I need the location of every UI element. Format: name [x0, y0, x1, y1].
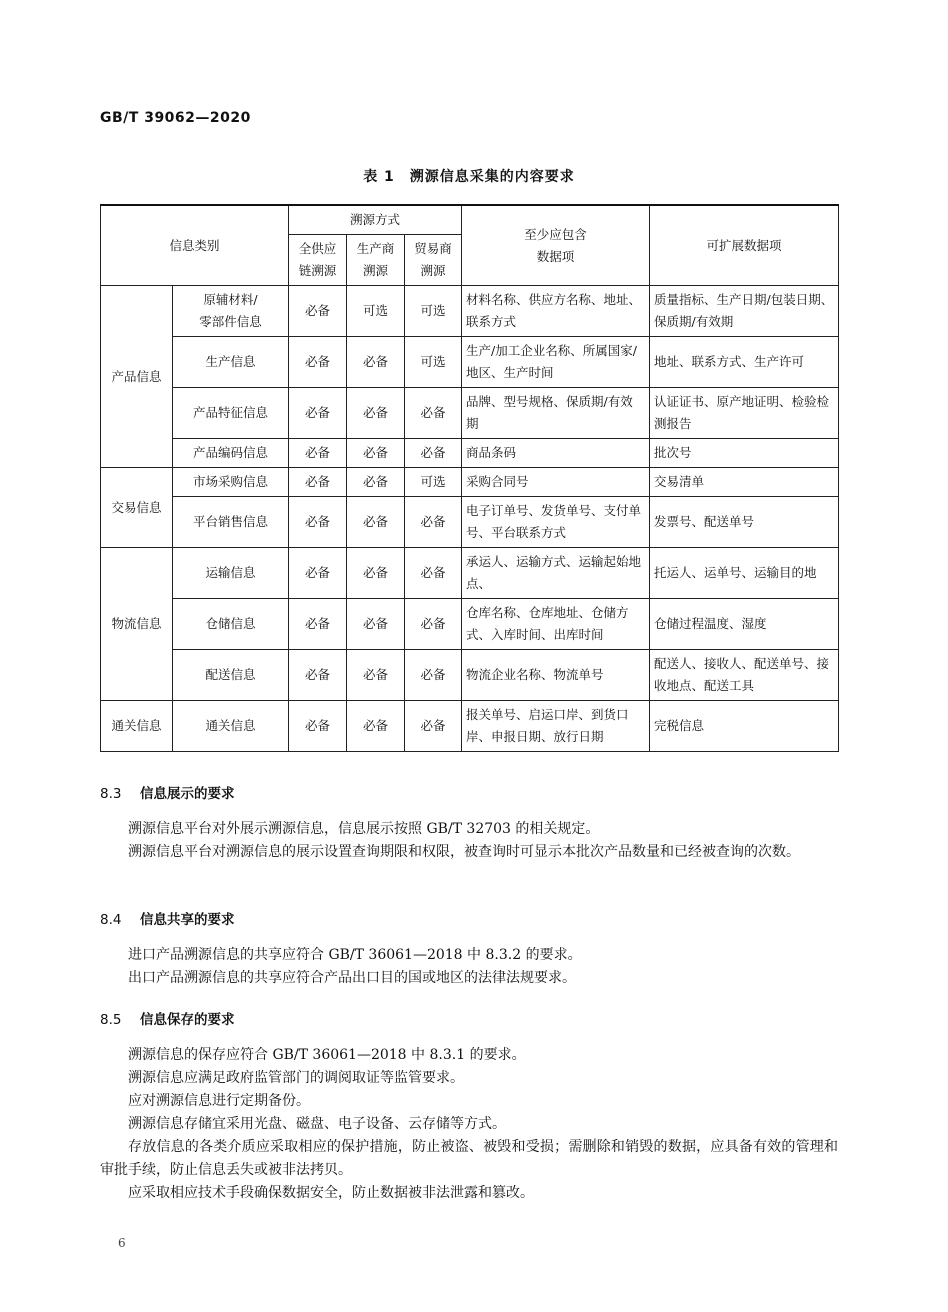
section-body — [100, 1044, 838, 1205]
method-trader-cell: 必备 — [405, 599, 462, 650]
min-items-cell: 生产/加工企业名称、所属国家/地区、生产时间 — [462, 337, 650, 388]
method-manufacturer-cell: 必备 — [347, 599, 405, 650]
paragraph: 应对溯源信息进行定期备份。 — [128, 1093, 310, 1109]
ext-items-cell: 发票号、配送单号 — [650, 497, 839, 548]
category-cell: 通关信息 — [101, 701, 173, 752]
subcategory-cell: 运输信息 — [173, 548, 289, 599]
method-full-chain-cell: 必备 — [289, 388, 347, 439]
method-full-chain-cell: 必备 — [289, 701, 347, 752]
header-method-full-chain: 全供应 链溯源 — [289, 235, 347, 286]
min-items-cell: 采购合同号 — [462, 468, 650, 497]
paragraph: 出口产品溯源信息的共享应符合产品出口目的国或地区的法律法规要求。 — [128, 970, 576, 986]
method-trader-cell: 可选 — [405, 337, 462, 388]
method-full-chain-cell: 必备 — [289, 650, 347, 701]
min-items-cell: 商品条码 — [462, 439, 650, 468]
header-method: 溯源方式 — [289, 205, 462, 235]
ext-items-cell: 托运人、运单号、运输目的地 — [650, 548, 839, 599]
subcategory-cell: 仓储信息 — [173, 599, 289, 650]
method-manufacturer-cell: 必备 — [347, 548, 405, 599]
method-trader-cell: 必备 — [405, 388, 462, 439]
method-trader-cell: 必备 — [405, 497, 462, 548]
method-manufacturer-cell: 必备 — [347, 337, 405, 388]
min-items-cell: 品牌、型号规格、保质期/有效期 — [462, 388, 650, 439]
min-items-cell: 电子订单号、发货单号、支付单号、平台联系方式 — [462, 497, 650, 548]
method-manufacturer-cell: 必备 — [347, 650, 405, 701]
ext-items-cell: 配送人、接收人、配送单号、接收地点、配送工具 — [650, 650, 839, 701]
ext-items-cell: 批次号 — [650, 439, 839, 468]
category-cell: 物流信息 — [101, 548, 173, 701]
method-manufacturer-cell: 必备 — [347, 388, 405, 439]
subcategory-cell: 市场采购信息 — [173, 468, 289, 497]
method-trader-cell: 必备 — [405, 650, 462, 701]
method-full-chain-cell: 必备 — [289, 286, 347, 337]
page-number: 6 — [118, 1236, 126, 1250]
category-cell: 产品信息 — [101, 286, 173, 468]
subcategory-cell: 配送信息 — [173, 650, 289, 701]
method-trader-cell: 必备 — [405, 701, 462, 752]
ext-items-cell: 地址、联系方式、生产许可 — [650, 337, 839, 388]
section-heading — [100, 908, 235, 928]
ext-items-cell: 完税信息 — [650, 701, 839, 752]
paragraph: 溯源信息的保存应符合 GB/T 36061—2018 中 8.3.1 的要求。 — [128, 1047, 526, 1063]
method-manufacturer-cell: 必备 — [347, 701, 405, 752]
section-heading — [100, 1008, 235, 1028]
header-ext-items: 可扩展数据项 — [650, 205, 839, 286]
method-trader-cell: 可选 — [405, 468, 462, 497]
ext-items-cell: 仓储过程温度、湿度 — [650, 599, 839, 650]
paragraph: 溯源信息平台对外展示溯源信息，信息展示按照 GB/T 32703 的相关规定。 — [128, 821, 600, 837]
paragraph: 应采取相应技术手段确保数据安全，防止数据被非法泄露和篡改。 — [128, 1185, 534, 1201]
subcategory-cell: 平台销售信息 — [173, 497, 289, 548]
method-manufacturer-cell: 必备 — [347, 497, 405, 548]
paragraph: 存放信息的各类介质应采取相应的保护措施，防止被盗、被毁和受损；需删除和销毁的数据，应具备有效的管理和审批手续，防止信息丢失或被非法拷贝。 — [100, 1139, 838, 1178]
ext-items-cell: 质量指标、生产日期/包装日期、保质期/有效期 — [650, 286, 839, 337]
section-body — [100, 944, 838, 990]
requirements-table — [100, 204, 839, 752]
min-items-cell: 物流企业名称、物流单号 — [462, 650, 650, 701]
subcategory-cell: 通关信息 — [173, 701, 289, 752]
subcategory-cell: 生产信息 — [173, 337, 289, 388]
method-full-chain-cell: 必备 — [289, 599, 347, 650]
method-trader-cell: 必备 — [405, 548, 462, 599]
min-items-cell: 报关单号、启运口岸、到货口岸、申报日期、放行日期 — [462, 701, 650, 752]
subcategory-cell: 原辅材料/ 零部件信息 — [173, 286, 289, 337]
paragraph: 溯源信息应满足政府监管部门的调阅取证等监管要求。 — [128, 1070, 464, 1086]
section-heading — [100, 782, 235, 802]
method-trader-cell: 必备 — [405, 439, 462, 468]
ext-items-cell: 交易清单 — [650, 468, 839, 497]
min-items-cell: 仓库名称、仓库地址、仓储方式、入库时间、出库时间 — [462, 599, 650, 650]
section-title: 信息共享的要求 — [140, 912, 235, 928]
method-full-chain-cell: 必备 — [289, 548, 347, 599]
section-number: 8.4 — [100, 912, 122, 928]
method-full-chain-cell: 必备 — [289, 468, 347, 497]
method-manufacturer-cell: 必备 — [347, 439, 405, 468]
method-trader-cell: 可选 — [405, 286, 462, 337]
header-min-items: 至少应包含 数据项 — [462, 205, 650, 286]
section-title: 信息展示的要求 — [140, 786, 235, 802]
section-body — [100, 818, 838, 864]
standard-code: GB/T 39062—2020 — [100, 110, 251, 126]
table-title: 表 1 溯源信息采集的内容要求 — [363, 169, 575, 185]
ext-items-cell: 认证证书、原产地证明、检验检测报告 — [650, 388, 839, 439]
subcategory-cell: 产品编码信息 — [173, 439, 289, 468]
category-cell: 交易信息 — [101, 468, 173, 548]
method-manufacturer-cell: 必备 — [347, 468, 405, 497]
method-manufacturer-cell: 可选 — [347, 286, 405, 337]
section-number: 8.5 — [100, 1012, 122, 1028]
header-method-manufacturer: 生产商 溯源 — [347, 235, 405, 286]
header-category: 信息类别 — [101, 205, 289, 286]
min-items-cell: 承运人、运输方式、运输起始地点、 — [462, 548, 650, 599]
paragraph: 溯源信息平台对溯源信息的展示设置查询期限和权限，被查询时可显示本批次产品数量和已经被查询的次数。 — [128, 844, 800, 860]
method-full-chain-cell: 必备 — [289, 439, 347, 468]
min-items-cell: 材料名称、供应方名称、地址、联系方式 — [462, 286, 650, 337]
method-full-chain-cell: 必备 — [289, 497, 347, 548]
paragraph: 进口产品溯源信息的共享应符合 GB/T 36061—2018 中 8.3.2 的要求。 — [128, 947, 582, 963]
method-full-chain-cell: 必备 — [289, 337, 347, 388]
section-title: 信息保存的要求 — [140, 1012, 235, 1028]
subcategory-cell: 产品特征信息 — [173, 388, 289, 439]
paragraph: 溯源信息存储宜采用光盘、磁盘、电子设备、云存储等方式。 — [128, 1116, 506, 1132]
header-method-trader: 贸易商 溯源 — [405, 235, 462, 286]
section-number: 8.3 — [100, 786, 122, 802]
